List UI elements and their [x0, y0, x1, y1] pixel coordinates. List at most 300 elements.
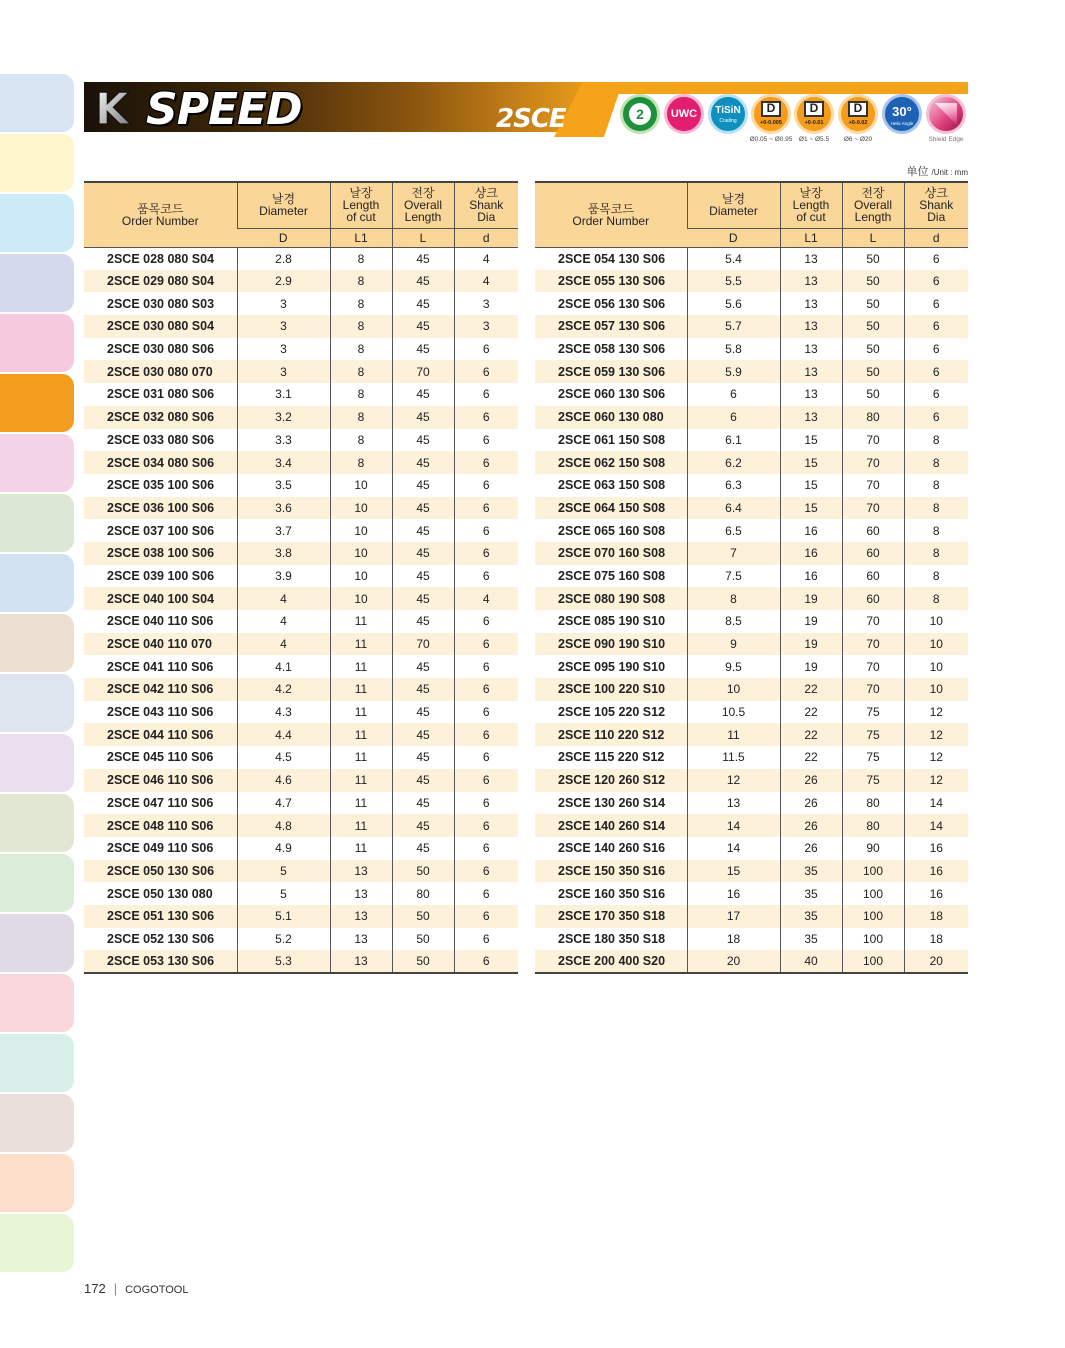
overall-length-cell: 45	[392, 678, 454, 701]
diameter-cell: 2.8	[237, 247, 330, 270]
diameter-cell: 10.5	[687, 701, 780, 724]
order-number-cell: 2SCE 058 130 S06	[558, 342, 666, 357]
order-number-cell: 2SCE 060 130 S06	[558, 387, 666, 402]
order-number-cell: 2SCE 031 080 S06	[107, 387, 215, 402]
shank-dia-cell: 6	[454, 519, 518, 542]
flute-count-icon: 2	[620, 94, 660, 134]
order-number-cell: 2SCE 035 100 S06	[107, 478, 215, 493]
table-row	[535, 792, 968, 815]
order-number-cell: 2SCE 051 130 S06	[84, 905, 237, 928]
order-number-cell: 2SCE 033 080 S06	[107, 432, 215, 447]
order-number-cell: 2SCE 030 080 S04	[84, 315, 237, 338]
length-of-cut-cell: 11	[330, 610, 392, 633]
length-of-cut-cell: 10	[330, 565, 392, 588]
page-footer	[84, 1281, 188, 1296]
table-row	[84, 633, 518, 656]
order-number-cell: 2SCE 040 100 S04	[84, 587, 237, 610]
diameter-cell: 6.4	[687, 497, 780, 520]
length-of-cut-cell: 8	[330, 451, 392, 474]
diameter-cell: 15	[687, 860, 780, 883]
brand-title: SPEED	[146, 84, 302, 135]
diameter-cell: 3.9	[237, 565, 330, 588]
length-of-cut-cell: 19	[780, 610, 842, 633]
shank-dia-cell: 16	[904, 860, 968, 883]
tolerance-icon: D +0-0.02	[838, 94, 878, 134]
diameter-cell: 14	[687, 837, 780, 860]
length-of-cut-cell: 13	[780, 338, 842, 361]
diameter-cell: 4.5	[237, 746, 330, 769]
overall-length-cell: 45	[392, 565, 454, 588]
length-of-cut-cell: 11	[330, 678, 392, 701]
order-number-cell: 2SCE 059 130 S06	[535, 360, 687, 383]
length-of-cut-cell: 35	[780, 882, 842, 905]
table-row	[535, 860, 968, 883]
order-number-cell: 2SCE 041 110 S06	[107, 659, 214, 674]
diameter-cell: 8	[687, 587, 780, 610]
overall-length-cell: 45	[392, 814, 454, 837]
length-of-cut-cell: 11	[330, 746, 392, 769]
diameter-cell: 5.8	[687, 338, 780, 361]
length-of-cut-cell: 13	[780, 360, 842, 383]
diameter-cell: 7	[687, 542, 780, 565]
table-row	[535, 497, 968, 520]
diameter-cell: 4	[237, 587, 330, 610]
table-row	[535, 678, 968, 701]
unit-label: 单位 /Unit : mm	[906, 166, 968, 178]
order-number-cell: 2SCE 038 100 S06	[84, 542, 237, 565]
diameter-cell: 3	[237, 315, 330, 338]
length-of-cut-cell: 35	[780, 905, 842, 928]
overall-length-cell: 75	[842, 723, 904, 746]
length-of-cut-cell: 13	[330, 860, 392, 883]
overall-length-cell: 45	[392, 610, 454, 633]
length-of-cut-cell: 13	[780, 247, 842, 270]
table-row	[84, 655, 518, 678]
diameter-cell: 6	[687, 383, 780, 406]
diameter-cell: 2.9	[237, 270, 330, 293]
order-number-cell: 2SCE 043 110 S06	[107, 705, 214, 720]
diameter-cell: 13	[687, 792, 780, 815]
overall-length-cell: 100	[842, 950, 904, 973]
tisin-coating-icon: TiSiN Coating	[708, 94, 748, 134]
length-of-cut-cell: 26	[780, 769, 842, 792]
length-of-cut-cell: 11	[330, 814, 392, 837]
order-number-cell: 2SCE 200 400 S20	[535, 950, 687, 973]
overall-length-cell: 60	[842, 519, 904, 542]
diameter-cell: 6.5	[687, 519, 780, 542]
tolerance-icon: D +0-0.01	[794, 94, 834, 134]
order-number-cell: 2SCE 085 190 S10	[558, 614, 666, 629]
symbol-l: L	[842, 228, 904, 247]
spec-table-right	[535, 181, 968, 974]
diameter-cell: 6.3	[687, 474, 780, 497]
length-of-cut-cell: 10	[330, 474, 392, 497]
order-number-cell: 2SCE 032 080 S06	[84, 406, 237, 429]
diameter-cell: 4.6	[237, 769, 330, 792]
overall-length-cell: 80	[392, 882, 454, 905]
table-row	[535, 882, 968, 905]
side-index-tab[interactable]	[0, 374, 74, 432]
diameter-cell: 8.5	[687, 610, 780, 633]
order-number-cell: 2SCE 050 130 080	[107, 886, 213, 901]
table-row	[535, 633, 968, 656]
length-of-cut-cell: 11	[330, 723, 392, 746]
symbol-l1: L1	[330, 228, 392, 247]
overall-length-cell: 100	[842, 882, 904, 905]
table-row	[84, 769, 518, 792]
order-number-cell: 2SCE 105 220 S12	[558, 705, 666, 720]
table-row	[84, 497, 518, 520]
order-number-cell: 2SCE 039 100 S06	[107, 568, 215, 583]
diameter-cell: 3.2	[237, 406, 330, 429]
shank-dia-cell: 10	[904, 610, 968, 633]
diameter-cell: 11.5	[687, 746, 780, 769]
order-number-cell: 2SCE 180 350 S18	[558, 931, 666, 946]
length-of-cut-cell: 22	[780, 746, 842, 769]
order-number-cell: 2SCE 030 080 070	[84, 360, 237, 383]
diameter-cell: 14	[687, 814, 780, 837]
order-number-cell: 2SCE 065 160 S08	[558, 523, 666, 538]
diameter-cell: 16	[687, 882, 780, 905]
shank-dia-cell: 6	[904, 406, 968, 429]
overall-length-cell: 45	[392, 270, 454, 293]
side-index-tab[interactable]	[0, 794, 74, 852]
order-number-cell: 2SCE 046 110 S06	[84, 769, 237, 792]
side-index-tab[interactable]	[0, 974, 74, 1032]
overall-length-cell: 50	[392, 860, 454, 883]
overall-length-cell: 45	[392, 792, 454, 815]
shank-dia-cell: 6	[454, 837, 518, 860]
overall-length-cell: 50	[842, 292, 904, 315]
order-number-cell: 2SCE 047 110 S06	[107, 795, 214, 810]
symbol-d-diameter: D	[237, 228, 330, 247]
diameter-cell: 3.4	[237, 451, 330, 474]
table-row	[84, 519, 518, 542]
diameter-cell: 5	[237, 860, 330, 883]
shank-dia-cell: 8	[904, 519, 968, 542]
overall-length-cell: 50	[842, 338, 904, 361]
side-index-tab[interactable]	[0, 434, 74, 492]
side-index-tab[interactable]	[0, 314, 74, 372]
overall-length-cell: 45	[392, 701, 454, 724]
side-index-tab[interactable]	[0, 254, 74, 312]
length-of-cut-cell: 8	[330, 406, 392, 429]
footer-separator: |	[113, 1281, 118, 1296]
side-index-tab[interactable]	[0, 614, 74, 672]
overall-length-cell: 100	[842, 905, 904, 928]
side-index-tab[interactable]	[0, 1034, 74, 1092]
order-number-cell: 2SCE 170 350 S18	[535, 905, 687, 928]
shank-dia-cell: 6	[454, 542, 518, 565]
header-length-of-cut: 날장 Length of cut	[780, 182, 842, 228]
length-of-cut-cell: 11	[330, 633, 392, 656]
table-row	[84, 882, 518, 905]
shank-dia-cell: 6	[454, 928, 518, 951]
side-index-tab[interactable]	[0, 854, 74, 912]
page-number: 172	[84, 1281, 106, 1296]
helix-angle-icon: 30° Helix Angle	[882, 94, 922, 134]
order-number-cell: 2SCE 030 080 S03	[107, 296, 215, 311]
table-row	[535, 837, 968, 860]
order-number-cell: 2SCE 054 130 S06	[558, 251, 666, 266]
overall-length-cell: 75	[842, 701, 904, 724]
shank-dia-cell: 6	[454, 338, 518, 361]
spec-table-left	[84, 181, 518, 974]
overall-length-cell: 70	[842, 429, 904, 452]
overall-length-cell: 70	[392, 633, 454, 656]
length-of-cut-cell: 8	[330, 270, 392, 293]
order-number-cell: 2SCE 052 130 S06	[107, 931, 215, 946]
shank-dia-cell: 6	[454, 451, 518, 474]
shank-dia-cell: 4	[454, 247, 518, 270]
side-index-tab[interactable]	[0, 734, 74, 792]
overall-length-cell: 50	[842, 383, 904, 406]
table-row	[535, 905, 968, 928]
shank-dia-cell: 6	[454, 905, 518, 928]
length-of-cut-cell: 10	[330, 587, 392, 610]
side-index-tab[interactable]	[0, 494, 74, 552]
k-logo-icon	[88, 86, 136, 130]
overall-length-cell: 80	[842, 406, 904, 429]
spec-icons	[618, 94, 968, 146]
order-number-cell: 2SCE 036 100 S06	[84, 497, 237, 520]
shank-dia-cell: 8	[904, 429, 968, 452]
order-number-cell: 2SCE 037 100 S06	[107, 523, 215, 538]
table-row	[535, 406, 968, 429]
shank-dia-cell: 3	[454, 315, 518, 338]
symbol-d-diameter: D	[687, 228, 780, 247]
table-row	[84, 792, 518, 815]
shank-dia-cell: 16	[904, 882, 968, 905]
shank-dia-cell: 6	[454, 792, 518, 815]
side-index-tab[interactable]	[0, 194, 74, 252]
order-number-cell: 2SCE 090 190 S10	[535, 633, 687, 656]
side-index-tab[interactable]	[0, 1154, 74, 1212]
length-of-cut-cell: 13	[330, 905, 392, 928]
shank-dia-cell: 6	[454, 723, 518, 746]
order-number-cell: 2SCE 050 130 S06	[84, 860, 237, 883]
overall-length-cell: 100	[842, 860, 904, 883]
diameter-cell: 3	[237, 292, 330, 315]
diameter-cell: 4	[237, 610, 330, 633]
uwc-material-icon: UWC	[664, 94, 704, 134]
length-of-cut-cell: 16	[780, 519, 842, 542]
order-number-cell: 2SCE 057 130 S06	[535, 315, 687, 338]
table-row	[535, 315, 968, 338]
side-index-tab[interactable]	[0, 1214, 74, 1272]
table-row	[535, 338, 968, 361]
side-index-tab[interactable]	[0, 1094, 74, 1152]
diameter-cell: 9	[687, 633, 780, 656]
table-row	[84, 723, 518, 746]
table-row	[84, 814, 518, 837]
header-shank-dia: 샹크 Shank Dia	[454, 182, 518, 228]
shank-dia-cell: 14	[904, 792, 968, 815]
header-overall-length: 전장 Overall Length	[392, 182, 454, 228]
diameter-cell: 3.1	[237, 383, 330, 406]
table-row	[535, 474, 968, 497]
symbol-d-shank: d	[904, 228, 968, 247]
diameter-cell: 4.7	[237, 792, 330, 815]
shank-dia-cell: 6	[904, 338, 968, 361]
overall-length-cell: 70	[392, 360, 454, 383]
diameter-cell: 4	[237, 633, 330, 656]
table-row	[535, 565, 968, 588]
diameter-cell: 3	[237, 360, 330, 383]
overall-length-cell: 45	[392, 315, 454, 338]
shank-dia-cell: 12	[904, 701, 968, 724]
side-index-tab[interactable]	[0, 914, 74, 972]
length-of-cut-cell: 10	[330, 497, 392, 520]
overall-length-cell: 45	[392, 292, 454, 315]
length-of-cut-cell: 13	[330, 928, 392, 951]
order-number-cell: 2SCE 120 260 S12	[535, 769, 687, 792]
shank-dia-cell: 6	[454, 746, 518, 769]
overall-length-cell: 50	[842, 247, 904, 270]
shank-dia-cell: 6	[454, 701, 518, 724]
length-of-cut-cell: 11	[330, 837, 392, 860]
order-number-cell: 2SCE 053 130 S06	[84, 950, 237, 973]
shank-dia-cell: 12	[904, 769, 968, 792]
length-of-cut-cell: 26	[780, 792, 842, 815]
length-of-cut-cell: 13	[780, 315, 842, 338]
shank-dia-cell: 6	[454, 655, 518, 678]
overall-length-cell: 45	[392, 338, 454, 361]
diameter-cell: 3	[237, 338, 330, 361]
overall-length-cell: 90	[842, 837, 904, 860]
diameter-cell: 3.5	[237, 474, 330, 497]
shank-dia-cell: 10	[904, 678, 968, 701]
shank-dia-cell: 6	[904, 270, 968, 293]
length-of-cut-cell: 11	[330, 701, 392, 724]
order-number-cell: 2SCE 061 150 S08	[558, 432, 666, 447]
table-row	[84, 746, 518, 769]
shank-dia-cell: 6	[904, 360, 968, 383]
order-number-cell: 2SCE 080 190 S08	[535, 587, 687, 610]
overall-length-cell: 45	[392, 474, 454, 497]
table-row	[84, 678, 518, 701]
header-order-number: 품목코드 Order Number	[535, 182, 687, 247]
table-row	[84, 315, 518, 338]
table-row	[84, 542, 518, 565]
overall-length-cell: 50	[392, 928, 454, 951]
table-row	[84, 950, 518, 973]
order-number-cell: 2SCE 040 110 070	[84, 633, 237, 656]
shank-dia-cell: 8	[904, 474, 968, 497]
overall-length-cell: 45	[392, 451, 454, 474]
shank-dia-cell: 6	[454, 474, 518, 497]
overall-length-cell: 75	[842, 746, 904, 769]
table-row	[84, 474, 518, 497]
shank-dia-cell: 6	[904, 247, 968, 270]
diameter-cell: 4.4	[237, 723, 330, 746]
table-row	[84, 701, 518, 724]
order-number-cell: 2SCE 028 080 S04	[107, 251, 215, 266]
overall-length-cell: 45	[392, 429, 454, 452]
order-number-cell: 2SCE 115 220 S12	[558, 750, 665, 765]
diameter-cell: 5.4	[687, 247, 780, 270]
table-row	[535, 701, 968, 724]
side-index-tab[interactable]	[0, 554, 74, 612]
length-of-cut-cell: 8	[330, 338, 392, 361]
length-of-cut-cell: 10	[330, 542, 392, 565]
length-of-cut-cell: 10	[330, 519, 392, 542]
symbol-d-shank: d	[454, 228, 518, 247]
diameter-cell: 5.5	[687, 270, 780, 293]
order-number-cell: 2SCE 130 260 S14	[558, 795, 666, 810]
table-row	[84, 383, 518, 406]
overall-length-cell: 50	[392, 950, 454, 973]
header-diameter: 날경 Diameter	[237, 182, 330, 228]
side-index-tab[interactable]	[0, 134, 74, 192]
overall-length-cell: 75	[842, 769, 904, 792]
shank-dia-cell: 6	[454, 633, 518, 656]
diameter-cell: 3.3	[237, 429, 330, 452]
length-of-cut-cell: 26	[780, 814, 842, 837]
overall-length-cell: 80	[842, 792, 904, 815]
tolerance-icon: D +0-0.005	[751, 94, 791, 134]
table-row	[535, 429, 968, 452]
side-index-tab[interactable]	[0, 674, 74, 732]
overall-length-cell: 45	[392, 383, 454, 406]
table-row	[84, 292, 518, 315]
diameter-cell: 5	[237, 882, 330, 905]
shank-dia-cell: 6	[454, 882, 518, 905]
order-number-cell: 2SCE 055 130 S06	[535, 270, 687, 293]
symbol-l: L	[392, 228, 454, 247]
shank-dia-cell: 16	[904, 837, 968, 860]
shank-dia-cell: 3	[454, 292, 518, 315]
table-row	[84, 610, 518, 633]
overall-length-cell: 70	[842, 451, 904, 474]
table-row	[84, 429, 518, 452]
shank-dia-cell: 6	[454, 360, 518, 383]
overall-length-cell: 70	[842, 678, 904, 701]
shank-dia-cell: 8	[904, 565, 968, 588]
length-of-cut-cell: 13	[780, 270, 842, 293]
shank-dia-cell: 6	[454, 814, 518, 837]
table-row	[84, 837, 518, 860]
header-shank-dia: 샹크 Shank Dia	[904, 182, 968, 228]
table-row	[84, 406, 518, 429]
overall-length-cell: 100	[842, 928, 904, 951]
length-of-cut-cell: 40	[780, 950, 842, 973]
diameter-cell: 20	[687, 950, 780, 973]
diameter-cell: 5.3	[237, 950, 330, 973]
shank-dia-cell: 8	[904, 451, 968, 474]
diameter-cell: 4.1	[237, 655, 330, 678]
length-of-cut-cell: 16	[780, 565, 842, 588]
table-row	[535, 655, 968, 678]
length-of-cut-cell: 13	[330, 882, 392, 905]
overall-length-cell: 70	[842, 497, 904, 520]
tolerance-caption: Ø6 ~ Ø20	[843, 136, 873, 143]
diameter-cell: 4.2	[237, 678, 330, 701]
length-of-cut-cell: 8	[330, 360, 392, 383]
table-row	[535, 746, 968, 769]
table-row	[535, 270, 968, 293]
header-overall-length: 전장 Overall Length	[842, 182, 904, 228]
length-of-cut-cell: 13	[780, 383, 842, 406]
shank-dia-cell: 6	[454, 950, 518, 973]
side-index-tab[interactable]	[0, 74, 74, 132]
series-code: 2SCE	[496, 104, 566, 134]
length-of-cut-cell: 22	[780, 701, 842, 724]
length-of-cut-cell: 8	[330, 315, 392, 338]
length-of-cut-cell: 11	[330, 792, 392, 815]
overall-length-cell: 60	[842, 565, 904, 588]
overall-length-cell: 45	[392, 406, 454, 429]
